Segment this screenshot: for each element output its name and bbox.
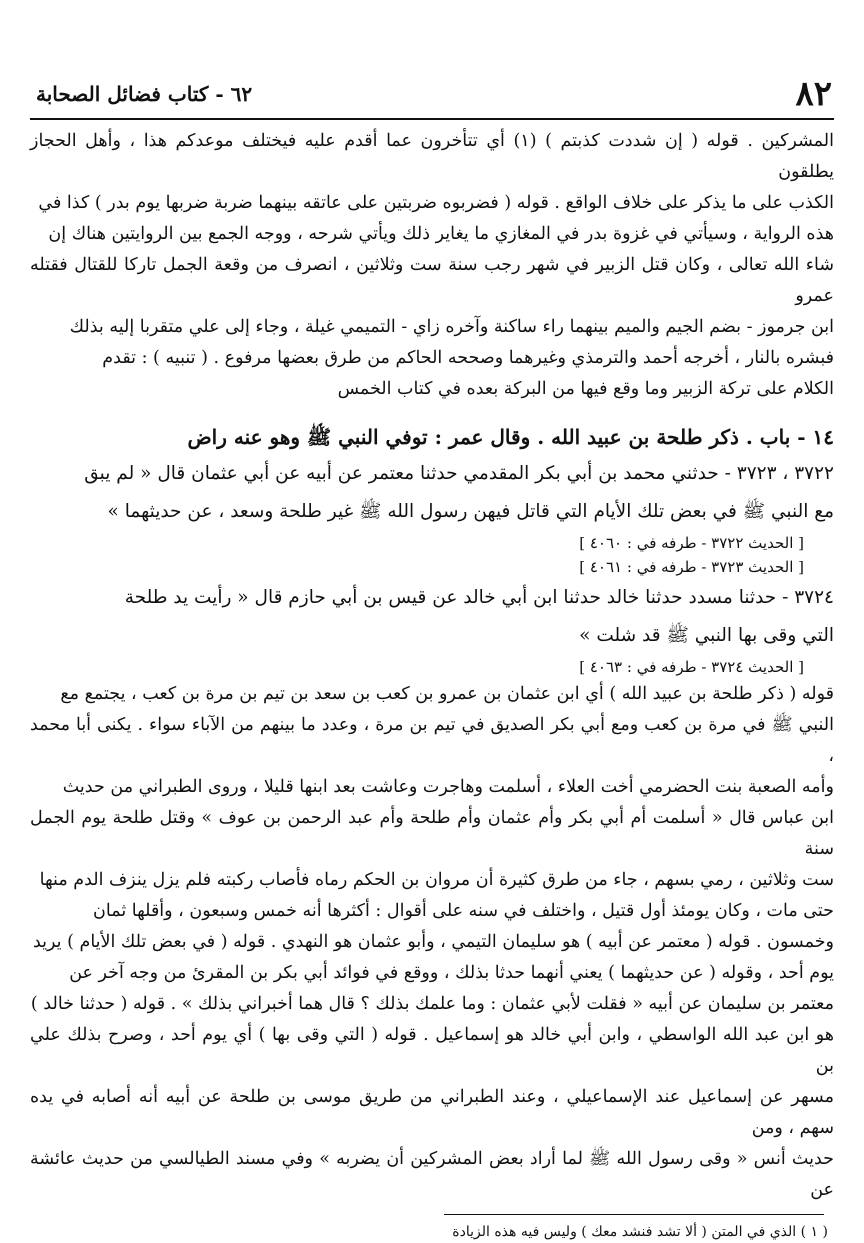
- hadith-block-2: [30, 579, 834, 655]
- hadith-refs-1: [30, 531, 834, 579]
- commentary-line: النبي ﷺ في مرة بن كعب ومع أبي بكر الصديق في تيم بن مرة ، وعدد ما بينهم من الآباء سواء . يكنى أبا محمد ،: [30, 715, 834, 766]
- commentary-line: ابن عباس قال « أسلمت أم أبي بكر وأم عثمان وأم طلحة وأم عبد الرحمن بن عوف » وقتل طلحة يوم الجمل سنة: [30, 808, 834, 859]
- footnote-divider: [444, 1214, 824, 1215]
- commentary-line: الكذب على ما يذكر على خلاف الواقع . قوله ( فضربوه ضربتين على عاتقه بينهما ضربة ضربها يوم بدر ) كذا في: [38, 193, 834, 213]
- book-page: [30, 70, 834, 1240]
- commentary-line: مسهر عن إسماعيل عند الإسماعيلي ، وعند الطبراني من طريق موسى بن طلحة عن أبيه أنه أصابه في يده سهم ، ومن: [30, 1087, 834, 1138]
- hadith-reference: [ الحديث ٣٧٢٤ - طرفه في : ٤٠٦٣ ]: [579, 658, 804, 676]
- hadith-reference: [ الحديث ٣٧٢٢ - طرفه في : ٤٠٦٠ ]: [579, 534, 804, 552]
- commentary-line: المشركين . قوله ( إن شددت كذبتم ) (١) أي تتأخرون عما أقدم عليه فيختلف موعدكم هذا ، وأهل الحجاز يطلقون: [30, 131, 834, 182]
- commentary-top: [30, 126, 834, 405]
- commentary-line: فبشره بالنار ، أخرجه أحمد والترمذي وغيرهما وصححه الحاكم من طرق بعضها مرفوع . ( تنبيه ) : تقدم: [102, 348, 834, 368]
- chapter-heading: ١٤ - باب . ذكر طلحة بن عبيد الله . وقال عمر : توفي النبي ﷺ وهو عنه راض: [187, 425, 834, 449]
- commentary-line: حتى مات ، وكان يومئذ أول قتيل ، واختلف في سنه على أقوال : أكثرها أنه خمس وسبعون ، وأقلها ثمان: [93, 901, 834, 921]
- commentary-line: ست وثلاثين ، رمي بسهم ، جاء من طرق كثيرة أن مروان بن الحكم رماه فأصاب ركبته فلم يزل ينزف الدم منها: [39, 870, 834, 890]
- page-header: [30, 70, 834, 120]
- commentary-line: حديث أنس « وقى رسول الله ﷺ لما أراد بعض المشركين أن يضربه » وفي مسند الطيالسي من حديث عائشة عن: [30, 1149, 834, 1200]
- hadith-line: مع النبي ﷺ في بعض تلك الأيام التي قاتل فيهن رسول الله ﷺ غير طلحة وسعد ، عن حديثهما »: [107, 501, 834, 522]
- hadith-reference: [ الحديث ٣٧٢٣ - طرفه في : ٤٠٦١ ]: [579, 558, 804, 576]
- commentary-line: قوله ( ذكر طلحة بن عبيد الله ) أي ابن عثمان بن عمرو بن كعب بن سعد بن تيم بن مرة بن كعب ، يجتمع مع: [60, 684, 834, 704]
- commentary-bottom: [30, 679, 834, 1206]
- commentary-line: هذه الرواية ، وسيأتي في غزوة بدر في المغازي ما يغاير ذلك ويأتي شرحه ، ووجه الجمع بين الروايتين هناك إن: [48, 224, 834, 244]
- commentary-line: معتمر بن سليمان عن أبيه « فقلت لأبي عثمان : وما علمك بذلك ؟ قال هما أخبراني بذلك » . قوله ( حدثنا خالد ): [30, 994, 834, 1014]
- commentary-line: الكلام على تركة الزبير وما وقع فيها من البركة بعده في كتاب الخمس: [337, 379, 834, 399]
- commentary-line: ابن جرموز - بضم الجيم والميم بينهما راء ساكنة وآخره زاي - التميمي غيلة ، وجاء إلى علي متقربا إليه بذلك: [69, 317, 834, 337]
- commentary-line: يوم أحد ، وقوله ( عن حديثهما ) يعني أنهما حدثا بذلك ، ووقع في فوائد أبي بكر بن المقرئ من وجه آخر عن: [69, 963, 834, 983]
- hadith-refs-2: [30, 655, 834, 679]
- page-number: ٨٢: [795, 74, 832, 114]
- commentary-line: هو ابن عبد الله الواسطي ، وابن أبي خالد هو إسماعيل . قوله ( التي وقى بها ) أي يوم أحد ، وصرح بذلك علي بن: [30, 1025, 834, 1076]
- commentary-line: وخمسون . قوله ( معتمر عن أبيه ) هو سليمان التيمي ، وأبو عثمان هو النهدي . قوله ( في بعض تلك الأيام ) يريد: [32, 932, 834, 952]
- hadith-block-1: [30, 455, 834, 531]
- footnote: ( ١ ) الذي في المتن ( ألا تشد فنشد معك ) وليس فيه هذه الزيادة: [452, 1224, 828, 1240]
- commentary-line: شاء الله تعالى ، وكان قتل الزبير في شهر رجب سنة ست وثلاثين ، انصرف من وقعة الجمل تاركا للقتال فقتله عمرو: [30, 255, 834, 306]
- hadith-line: ٣٧٢٢ ، ٣٧٢٣ - حدثني محمد بن أبي بكر المقدمي حدثنا معتمر عن أبيه عن أبي عثمان قال « لم يبق: [84, 463, 834, 484]
- hadith-line: التي وقى بها النبي ﷺ قد شلت »: [579, 625, 834, 646]
- commentary-line: وأمه الصعبة بنت الحضرمي أخت العلاء ، أسلمت وهاجرت وعاشت بعد ابنها قليلا ، وروى الطبراني من حديث: [62, 777, 834, 797]
- hadith-line: ٣٧٢٤ - حدثنا مسدد حدثنا خالد حدثنا ابن أبي خالد عن قيس بن أبي حازم قال « رأيت يد طلحة: [124, 587, 834, 608]
- running-head: ٦٢ - كتاب فضائل الصحابة: [36, 82, 253, 106]
